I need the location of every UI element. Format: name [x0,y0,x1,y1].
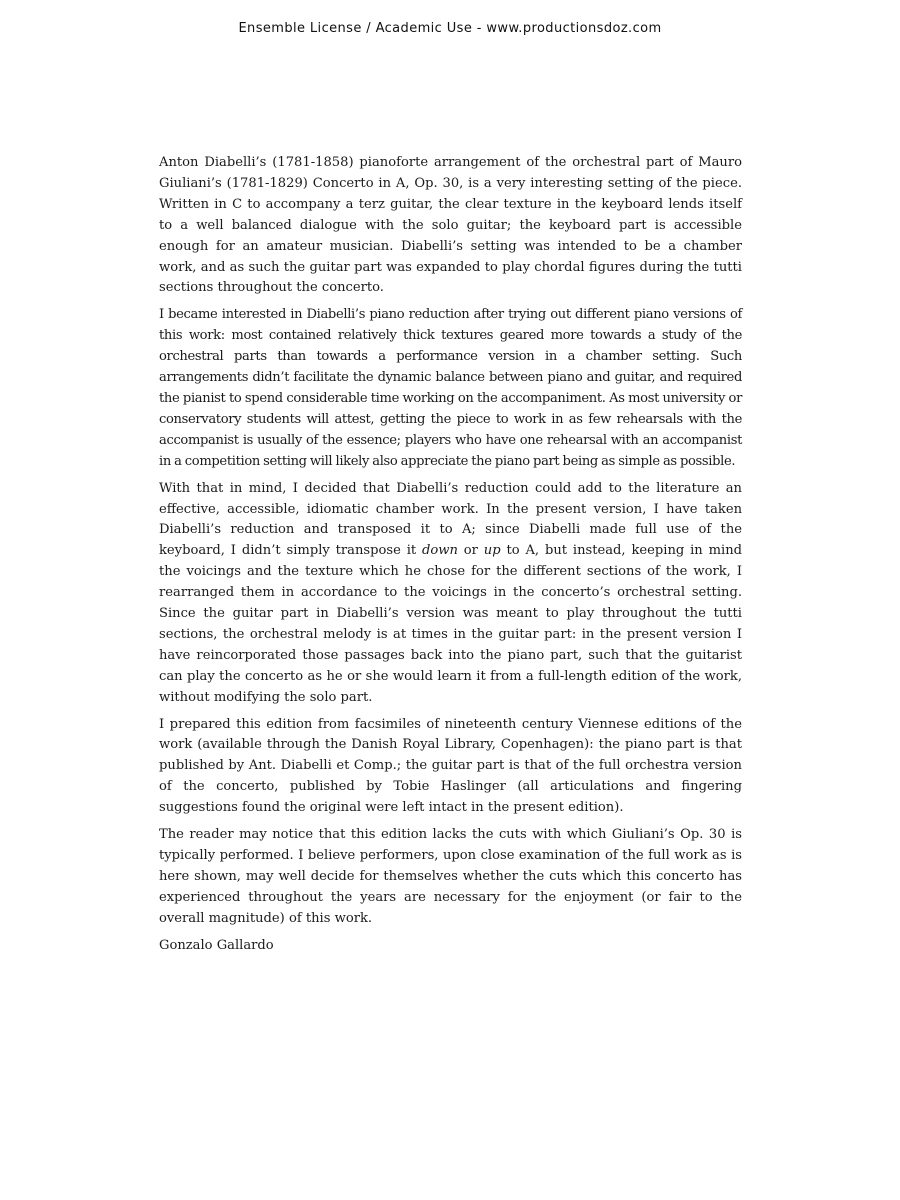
preface-body [159,153,742,963]
paragraph-4: I prepared this edition from facsimiles of nineteenth century Viennese editions of the work (available through the Danish Royal Library, Copenhagen): the piano part is that published by Ant. Diabelli et Comp.; the guitar part is that of the full orchestra version of the concerto, published by Tobie Haslinger (all articulations and fingering suggestions found the original were left intact in the present edition). [159,716,742,816]
paragraph-5: The reader may notice that this edition lacks the cuts with which Giuliani’s Op. 30 is typically performed. I believe performers, upon close examination of the full work as is here shown, may well decide for themselves whether the cuts which this concerto has experienced throughout the years are necessary for the enjoyment (or fair to the overall magnitude) of this work. [159,827,742,926]
paragraph-3-part-3: to A, but instead, keeping in mind the voicings and the texture which he chose for the different sections of the work, I rearranged them in accordance to the voicings in the concerto’s orchestral setting. Since the guitar part in Diabelli’s version was meant to play throughout the tutti sections, the orchestral melody is at times in the guitar part: in the present version I have reincorporated those passages back into the piano part, such that the guitarist can play the concerto as he or she would learn it from a full-length edition of the work, without modifying the solo part. [159,543,743,705]
signature: Gonzalo Gallardo [159,937,274,953]
italic-up: up [483,543,501,559]
paragraph-3-part-2: or [457,543,484,559]
italic-down: down [422,543,458,559]
license-header: Ensemble License / Academic Use - www.productionsdoz.com [238,21,662,36]
paragraph-3 [159,479,742,709]
paragraph-1: Anton Diabelli’s (1781-1858) pianoforte arrangement of the orchestral part of Mauro Giuliani’s (1781-1829) Concerto in A, Op. 30, is a very interesting setting of the piece. Written in C to accompany a terz guitar, the clear texture in the keyboard lends itself to a well balanced dialogue with the solo guitar; the keyboard part is accessible enough for an amateur musician. Diabelli’s setting was intended to be a chamber work, and as such the guitar part was expanded to play chordal figures during the tutti sections throughout the concerto. [159,155,742,296]
paragraph-2: I became interested in Diabelli’s piano reduction after trying out different piano versions of this work: most contained relatively thick textures geared more towards a study of the orchestral parts than towards a performance version in a chamber setting. Such arrangements didn’t facilitate the dynamic balance between piano and guitar, and required the pianist to spend considerable time working on the accompaniment. As most university or conservatory students will attest, getting the piece to work in as few rehearsals with the accompanist is usually of the essence; players who have one rehearsal with an accompanist in a competition setting will likely also appreciate the piano part being as simple as possible. [159,307,742,469]
paragraph-3-part-1: With that in mind, I decided that Diabelli’s reduction could add to the literature an effective, accessible, idiomatic chamber work. In the present version, I have taken Diabelli’s reduction and transposed it to A; since Diabelli made full use of the keyboard, I didn’t simply transpose it [159,480,742,559]
